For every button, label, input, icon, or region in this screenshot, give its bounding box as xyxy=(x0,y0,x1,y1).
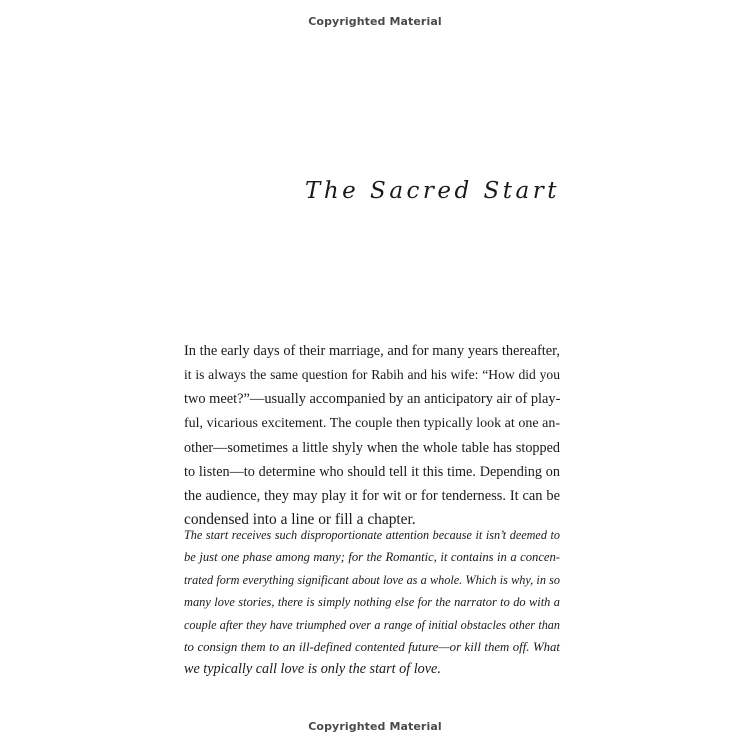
copyright-watermark-bottom: Copyrighted Material xyxy=(308,720,442,733)
body-line: ful, vicarious excitement. The couple then typically look at one an- xyxy=(184,415,560,431)
italic-paragraph xyxy=(184,524,560,681)
body-line: other—sometimes a little shyly when the whole table has stopped xyxy=(184,439,560,456)
body-line: two meet?”—usually accompanied by an anticipatory air of play- xyxy=(184,391,561,408)
body-paragraph xyxy=(184,339,560,533)
italic-line: be just one phase among many; for the Romantic, it contains in a concen- xyxy=(184,550,560,565)
copyright-watermark-top: Copyrighted Material xyxy=(308,15,442,28)
italic-line: trated form everything significant about love as a whole. Which is why, in so xyxy=(184,572,560,587)
chapter-title: The Sacred Start xyxy=(304,178,560,204)
body-line: the audience, they may play it for wit or for tenderness. It can be xyxy=(184,488,560,505)
body-line: condensed into a line or fill a chapter. xyxy=(184,511,416,529)
body-line: In the early days of their marriage, and for many years thereafter, xyxy=(184,343,560,359)
italic-line: to consign them to an ill-defined contented future—or kill them off. What xyxy=(184,640,560,655)
body-line: it is always the same question for Rabih and his wife: “How did you xyxy=(184,367,560,383)
italic-line: we typically call love is only the start of love. xyxy=(184,661,441,678)
italic-line: many love stories, there is simply nothing else for the narrator to do with a xyxy=(184,595,560,610)
italic-line: couple after they have triumphed over a range of initial obstacles other than xyxy=(184,617,560,632)
italic-line: The start receives such disproportionate attention because it isn’t deemed to xyxy=(184,528,560,542)
body-line: to listen—to determine who should tell it this time. Depending on xyxy=(184,464,560,481)
